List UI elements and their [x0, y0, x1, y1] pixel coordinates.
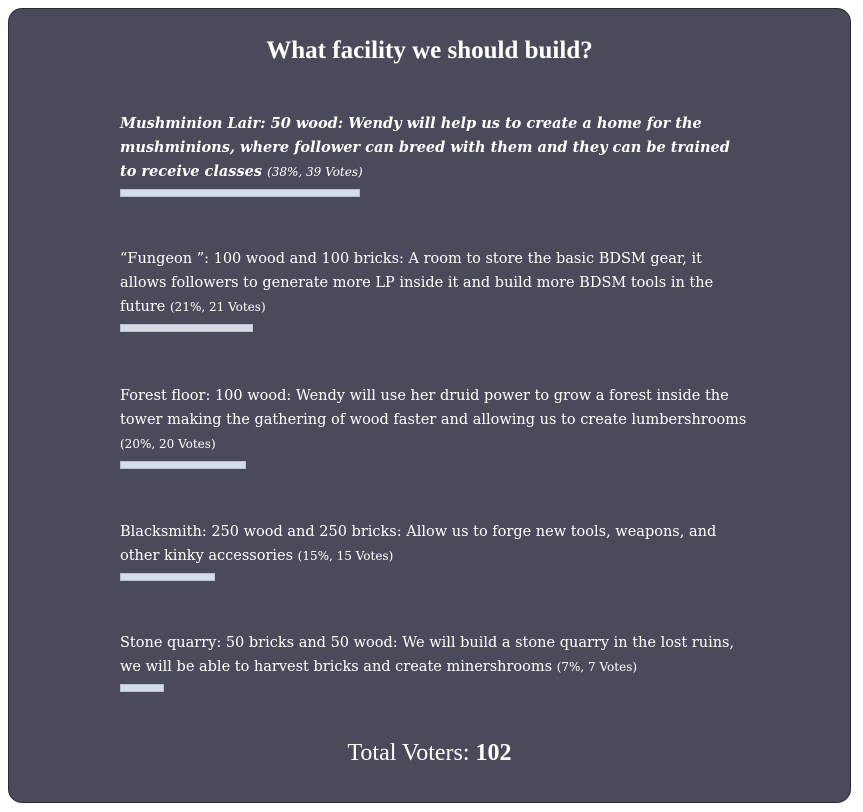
poll-option-stone-quarry[interactable] [120, 631, 750, 692]
option-text: Stone quarry: 50 bricks and 50 wood: We will build a stone quarry in the lost ruins, we will be able to harvest bricks and create minershrooms [120, 635, 735, 675]
poll-option-label [120, 520, 750, 568]
option-stats: (15%, 15 Votes) [297, 549, 394, 563]
option-stats: (20%, 20 Votes) [120, 437, 216, 451]
poll-widget [8, 8, 851, 803]
poll-option-fungeon[interactable] [120, 247, 750, 332]
option-text: Blacksmith: 250 wood and 250 bricks: Allow us to forge new tools, weapons, and other kinky accessories [120, 524, 717, 564]
vote-bar [120, 324, 750, 332]
vote-bar-fill [120, 324, 253, 332]
option-stats: (21%, 21 Votes) [170, 300, 266, 314]
poll-option-label [120, 384, 750, 456]
option-text: Forest floor: 100 wood: Wendy will use her druid power to grow a forest inside the tower making the gathering of wood faster and allowing us to create lumbershrooms [120, 388, 747, 428]
vote-bar [120, 573, 750, 581]
poll-option-label [120, 631, 750, 679]
poll-option-label [120, 247, 750, 319]
poll-title: What facility we should build? [266, 37, 593, 64]
vote-bar [120, 684, 750, 692]
vote-bar-fill [120, 684, 164, 692]
option-text: Mushminion Lair: 50 wood: Wendy will help us to create a home for the mushminions, where follower can breed with them and they can be trained to receive classes [120, 115, 730, 180]
poll-option-blacksmith[interactable] [120, 520, 750, 581]
vote-bar-fill [120, 189, 360, 197]
poll-option-mushminion-lair[interactable] [120, 112, 750, 197]
total-voters-label: Total Voters: [347, 740, 470, 766]
poll-option-forest-floor[interactable] [120, 384, 750, 469]
option-stats: (38%, 39 Votes) [267, 165, 363, 179]
vote-bar-fill [120, 573, 215, 581]
option-text: “Fungeon ”: 100 wood and 100 bricks: A room to store the basic BDSM gear, it allows followers to generate more LP inside it and build more BDSM tools in the future [120, 251, 714, 315]
option-stats: (7%, 7 Votes) [556, 660, 638, 674]
vote-bar [120, 189, 750, 197]
vote-bar [120, 461, 750, 469]
total-voters [9, 737, 850, 769]
vote-bar-fill [120, 461, 246, 469]
poll-option-label [120, 112, 750, 184]
total-voters-count: 102 [475, 740, 512, 766]
